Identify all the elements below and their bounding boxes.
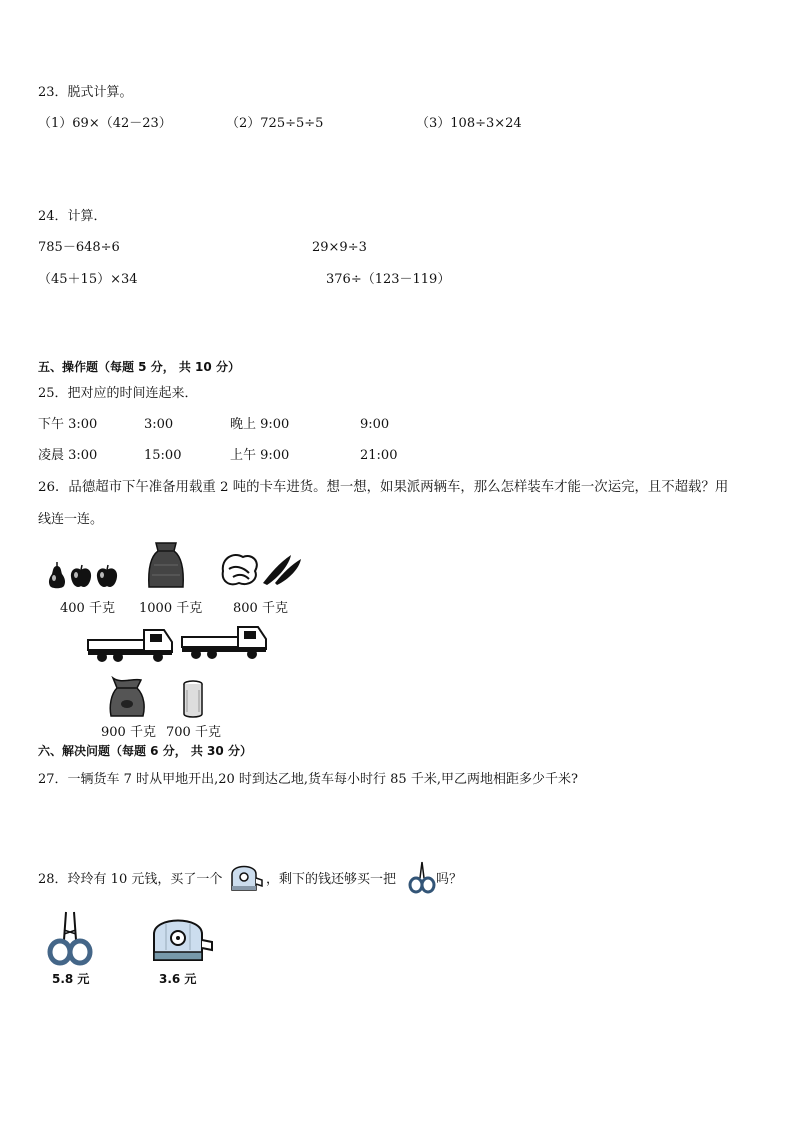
q24-item-4: 376÷（123－119） [326, 272, 451, 287]
q25-r2-c2: 15:00 [144, 448, 182, 463]
weight-label: 700 千克 [166, 725, 221, 740]
q23-item-2: （2）725÷5÷5 [226, 116, 324, 131]
q25-title: 25．把对应的时间连起来． [38, 386, 198, 401]
sharpener-icon [150, 914, 218, 964]
q25-r2-c3: 上午 9:00 [230, 448, 290, 463]
vegetables-icon [219, 549, 303, 589]
sharpener-price: 3.6 元 [159, 972, 197, 986]
q25-r1-c1: 下午 3:00 [38, 417, 98, 432]
q23-item-1: （1）69×（42－23） [38, 116, 172, 131]
section-6-heading: 六、解决问题（每题 6 分， 共 30 分） [38, 744, 252, 758]
sack-icon [146, 541, 186, 591]
truck-icon [86, 622, 176, 664]
q28-text-a: 28．玲玲有 10 元钱，买了一个 [38, 872, 223, 887]
q25-r1-c2: 3:00 [144, 417, 174, 432]
bag-icon [107, 676, 147, 718]
q23-item-3: （3）108÷3×24 [416, 116, 522, 131]
can-icon [182, 680, 204, 718]
truck-icon [180, 619, 270, 661]
q25-r1-c3: 晚上 9:00 [230, 417, 290, 432]
scissors-icon [408, 860, 436, 894]
weight-label: 800 千克 [233, 601, 288, 616]
apple-icon [94, 564, 120, 590]
q26-line-1: 26．品德超市下午准备用载重 2 吨的卡车进货。想一想，如果派两辆车，那么怎样装车才能一次运完，且不超载？用 [38, 480, 729, 495]
q25-r2-c1: 凌晨 3:00 [38, 448, 98, 463]
apple-icon [68, 564, 94, 590]
section-5-heading: 五、操作题（每题 5 分， 共 10 分） [38, 360, 240, 374]
q24-item-2: 29×9÷3 [312, 240, 367, 255]
q25-r2-c4: 21:00 [360, 448, 398, 463]
q26-line-2: 线连一连。 [38, 512, 104, 527]
q28-text-b: ，剩下的钱还够买一把 [266, 872, 397, 887]
q24-title: 24．计算． [38, 209, 107, 224]
q24-item-1: 785－648÷6 [38, 240, 120, 255]
scissors-icon [46, 910, 94, 966]
q28-text-c: 吗？ [436, 872, 463, 887]
sharpener-icon [228, 860, 264, 894]
weight-label: 900 千克 [101, 725, 156, 740]
weight-label: 400 千克 [60, 601, 115, 616]
pear-icon [46, 560, 68, 590]
scissors-price: 5.8 元 [52, 972, 90, 986]
weight-label: 1000 千克 [139, 601, 203, 616]
q27-text: 27．一辆货车 7 时从甲地开出,20 时到达乙地,货车每小时行 85 千米,甲乙两地相距多少千米? [38, 772, 578, 787]
q23-title: 23．脱式计算。 [38, 85, 133, 100]
q25-r1-c4: 9:00 [360, 417, 390, 432]
q24-item-3: （45＋15）×34 [38, 272, 138, 287]
